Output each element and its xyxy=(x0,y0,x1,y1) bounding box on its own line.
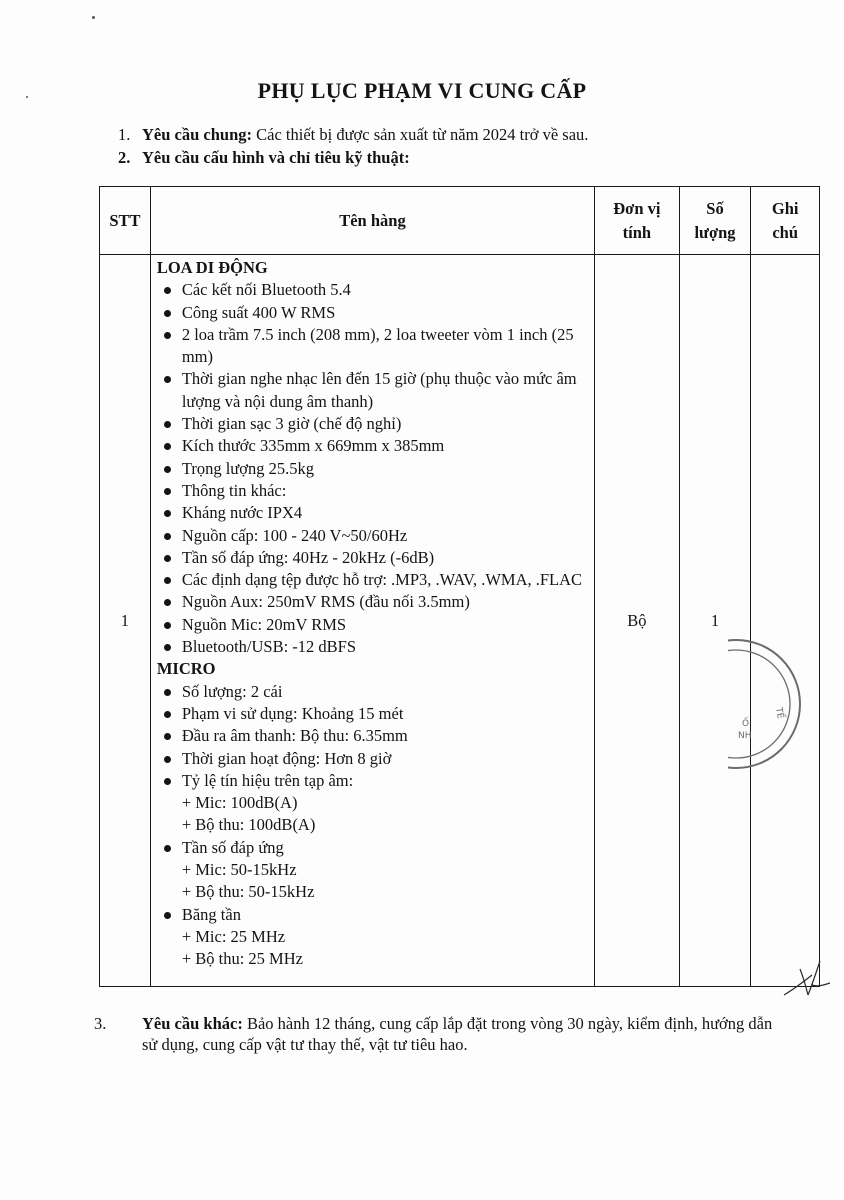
list-item xyxy=(157,279,588,301)
list-item-text: Các định dạng tệp được hỗ trợ: .MP3, .WAV, .WMA, .FLAC xyxy=(181,570,583,590)
list-item-text: Thời gian nghe nhạc lên đến 15 giờ (phụ thuộc vào mức âm lượng và nội dung âm thanh) xyxy=(181,369,577,411)
bullet-icon xyxy=(164,421,171,428)
list-item xyxy=(157,413,588,435)
requirement-label: Yêu cầu chung: xyxy=(142,125,253,144)
bullet-icon xyxy=(164,711,171,718)
bullet-icon xyxy=(164,912,171,919)
bullet-icon xyxy=(164,510,171,517)
stamp-seal-icon xyxy=(728,630,802,778)
bullet-icon xyxy=(164,555,171,562)
requirement-number: 2. xyxy=(118,148,131,167)
list-item xyxy=(157,302,588,324)
list-item xyxy=(157,770,588,837)
list-item-text: Trọng lượng 25.5kg xyxy=(181,458,314,478)
micro-spec-list xyxy=(157,681,588,971)
bullet-icon xyxy=(164,310,171,317)
header-qty-line1: Số xyxy=(706,198,724,218)
section-title-speaker: LOA DI ĐỘNG xyxy=(156,258,268,277)
signature-mark-icon xyxy=(782,955,832,1005)
bullet-icon xyxy=(164,443,171,450)
page-title: PHỤ LỤC PHẠM VI CUNG CẤP xyxy=(257,78,587,103)
cell-name xyxy=(150,255,594,987)
snr-receiver: + Bộ thu: 100dB(A) xyxy=(181,815,316,835)
header-qty xyxy=(679,187,751,255)
bullet-icon xyxy=(164,778,171,785)
bullet-icon xyxy=(164,756,171,763)
list-item-text: Thời gian sạc 3 giờ (chế độ nghỉ) xyxy=(181,414,402,434)
bullet-icon xyxy=(164,376,171,383)
list-item xyxy=(157,435,588,457)
cell-qty: 1 xyxy=(679,255,751,987)
header-qty-line2: lượng xyxy=(694,222,736,242)
cell-unit: Bộ xyxy=(595,255,680,987)
header-note-line1: Ghi xyxy=(771,198,799,218)
list-item xyxy=(157,525,588,547)
requirement-text: Các thiết bị được sản xuất từ năm 2024 trở về sau. xyxy=(252,125,589,144)
list-item-text: Đầu ra âm thanh: Bộ thu: 6.35mm xyxy=(181,726,408,746)
bullet-icon xyxy=(164,577,171,584)
list-item-text: 2 loa trầm 7.5 inch (208 mm), 2 loa tweeter vòm 1 inch (25 mm) xyxy=(181,324,574,367)
list-item xyxy=(157,703,588,725)
requirement-label: Yêu cầu khác: xyxy=(142,1014,243,1033)
list-item-text: Tần số đáp ứng: 40Hz - 20kHz (-6dB) xyxy=(181,547,435,567)
header-note xyxy=(751,187,820,255)
list-item xyxy=(157,324,588,369)
scan-speck xyxy=(92,16,95,19)
bullet-icon xyxy=(164,488,171,495)
header-name: Tên hàng xyxy=(150,187,594,255)
list-item-text: Thời gian hoạt động: Hơn 8 giờ xyxy=(181,748,392,768)
bullet-icon xyxy=(164,287,171,294)
list-item xyxy=(157,480,588,502)
list-item xyxy=(157,614,588,636)
speaker-spec-list xyxy=(157,279,588,658)
bullet-icon xyxy=(164,332,171,339)
list-item-text: Thông tin khác: xyxy=(181,480,287,500)
band-mic: + Mic: 25 MHz xyxy=(181,926,286,946)
requirement-config xyxy=(118,147,410,168)
requirement-general xyxy=(118,124,588,145)
table-header-row xyxy=(100,187,820,255)
header-note-line2: chú xyxy=(772,222,799,242)
list-item xyxy=(157,837,588,904)
cell-note xyxy=(751,255,820,987)
band-receiver: + Bộ thu: 25 MHz xyxy=(181,949,303,969)
requirement-number: 1. xyxy=(118,125,131,144)
bullet-icon xyxy=(164,733,171,740)
bullet-icon xyxy=(164,644,171,651)
list-item xyxy=(157,569,588,591)
list-item xyxy=(157,904,588,971)
list-item-text: Phạm vi sử dụng: Khoảng 15 mét xyxy=(181,703,404,723)
list-item-text: Nguồn cấp: 100 - 240 V~50/60Hz xyxy=(181,525,408,545)
freq-label: Tần số đáp ứng xyxy=(181,837,284,857)
list-item xyxy=(157,681,588,703)
band-label: Băng tần xyxy=(181,904,241,924)
list-item xyxy=(157,591,588,613)
bullet-icon xyxy=(164,599,171,606)
requirement-other xyxy=(94,1013,778,1055)
list-item xyxy=(157,748,588,770)
list-item xyxy=(157,725,588,747)
list-item-text: Số lượng: 2 cái xyxy=(181,681,283,701)
section-title-micro: MICRO xyxy=(156,659,216,679)
header-unit-line2: tính xyxy=(622,222,652,242)
list-item-text: Kích thước 335mm x 669mm x 385mm xyxy=(181,436,445,456)
stamp-text-2: Ố xyxy=(742,719,750,729)
requirement-text: Bảo hành 12 tháng, cung cấp lắp đặt trong vòng 30 ngày, kiểm định, hướng dẫn sử dụng, cung cấp vật tư thay thế, vật tư tiêu hao. xyxy=(142,1014,773,1054)
snr-label: Tỷ lệ tín hiệu trên tạp âm: xyxy=(181,770,354,790)
list-item-text: Nguồn Mic: 20mV RMS xyxy=(181,614,347,634)
list-item xyxy=(157,502,588,524)
header-stt: STT xyxy=(100,187,151,255)
bullet-icon xyxy=(164,466,171,473)
table-row xyxy=(100,255,820,987)
list-item xyxy=(157,368,588,413)
stamp-text-3: NH xyxy=(738,731,752,741)
stamp-text-1: TẾ xyxy=(773,706,785,720)
spec-table xyxy=(99,186,820,987)
requirement-label: Yêu cầu cấu hình và chỉ tiêu kỹ thuật: xyxy=(142,148,410,167)
list-item xyxy=(157,636,588,658)
header-unit xyxy=(595,187,680,255)
cell-stt: 1 xyxy=(100,255,151,987)
list-item xyxy=(157,547,588,569)
list-item-text: Kháng nước IPX4 xyxy=(181,503,303,523)
freq-mic: + Mic: 50-15kHz xyxy=(181,860,297,880)
list-item-text: Nguồn Aux: 250mV RMS (đầu nối 3.5mm) xyxy=(181,592,470,612)
requirement-number: 3. xyxy=(94,1014,107,1033)
bullet-icon xyxy=(164,689,171,696)
list-item xyxy=(157,458,588,480)
list-item-text: Các kết nối Bluetooth 5.4 xyxy=(181,280,351,300)
bullet-icon xyxy=(164,845,171,852)
snr-mic: + Mic: 100dB(A) xyxy=(181,793,298,813)
stamp-seal xyxy=(728,630,802,778)
freq-receiver: + Bộ thu: 50-15kHz xyxy=(181,882,315,902)
bullet-icon xyxy=(164,622,171,629)
header-unit-line1: Đơn vị xyxy=(613,198,661,218)
list-item-text: Công suất 400 W RMS xyxy=(181,302,336,322)
bullet-icon xyxy=(164,533,171,540)
list-item-text: Bluetooth/USB: -12 dBFS xyxy=(181,637,357,657)
